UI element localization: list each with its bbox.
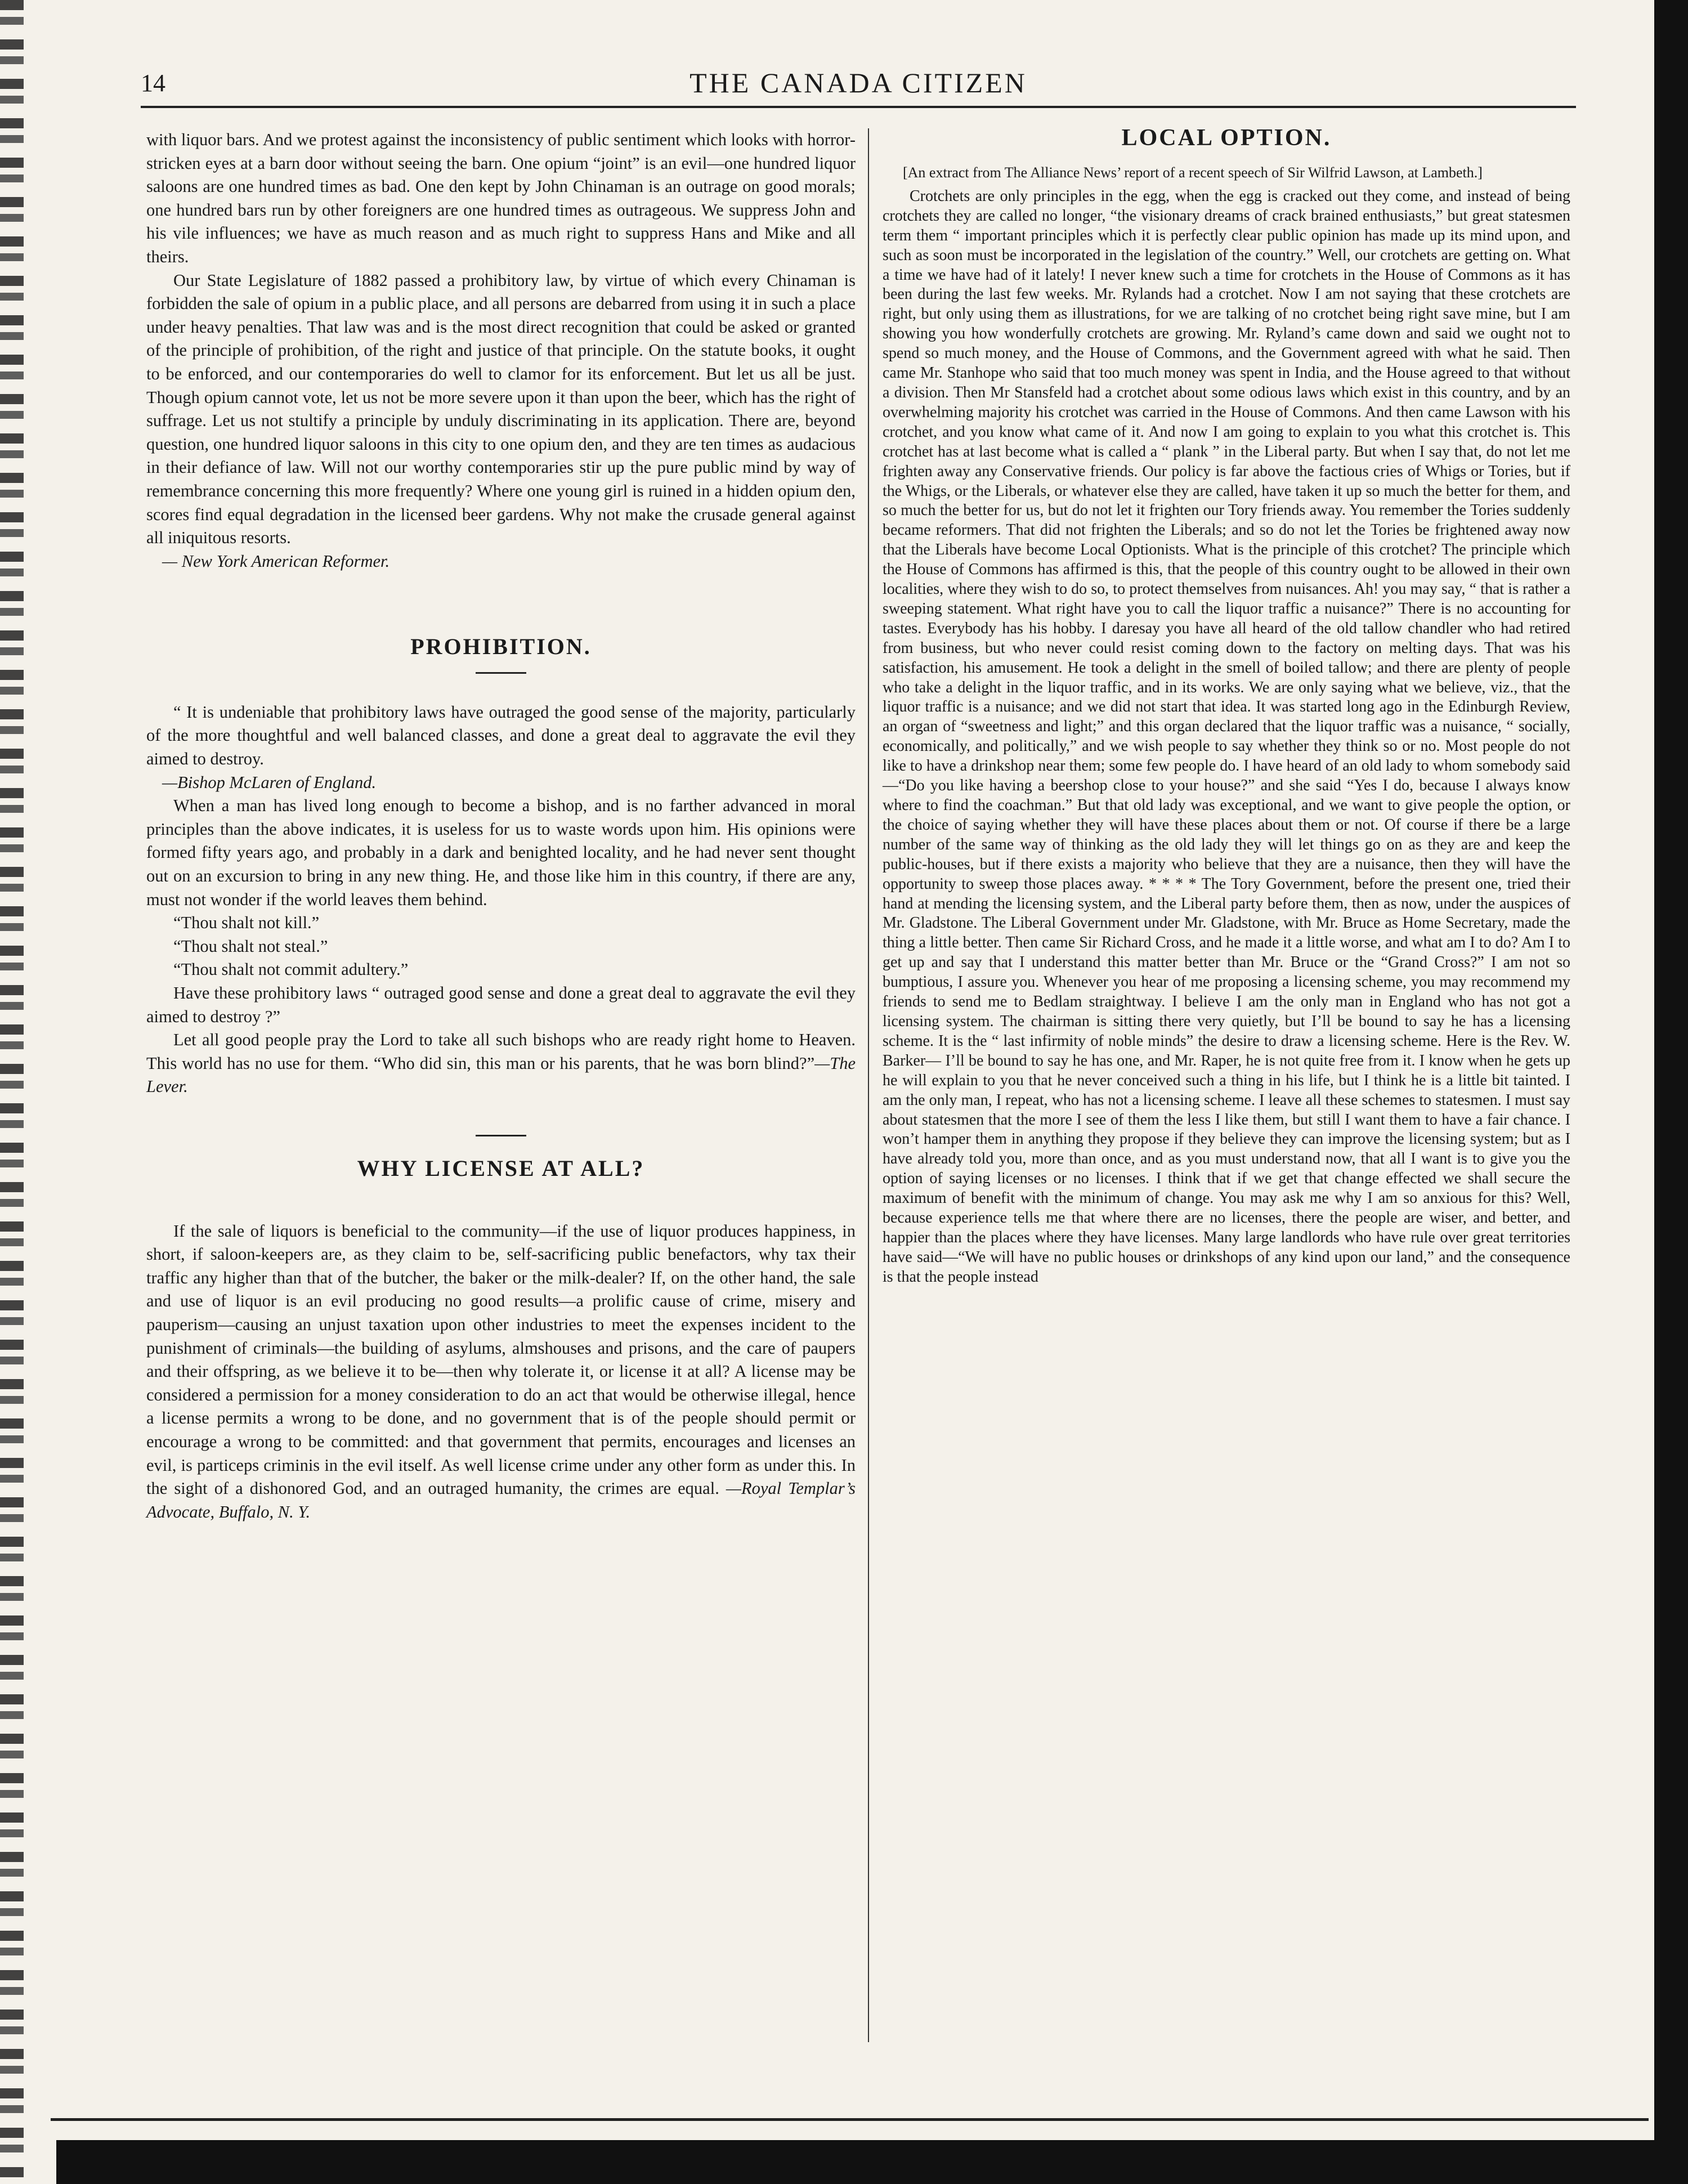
prohibition-paragraph	[146, 1028, 856, 1099]
prohibition-title: PROHIBITION.	[410, 634, 592, 660]
title-rule	[476, 672, 526, 674]
why-license-title: WHY LICENSE AT ALL?	[357, 1155, 645, 1181]
prohibition-paragraph: Have these prohibitory laws “ outraged good sense and done a great deal to aggravate the evil they aimed to destroy ?”	[146, 983, 856, 1026]
prohibition-paragraph: When a man has lived long enough to become a bishop, and is no farther advanced in moral principles than the above indicates, it is useless for us to waste words upon him. His opinions were formed fifty years ago, and probably in a dark and benighted locality, and he had never sent thought out on an excursion to bring in any new thing. He, and those like him in this country, if there are any, must not wonder if the world leaves them behind.	[146, 796, 856, 909]
prohibition-closing-source: —The Lever.	[146, 1053, 856, 1097]
title-rule	[476, 1135, 526, 1136]
local-option-title: LOCAL OPTION.	[1121, 125, 1332, 151]
bottom-rule	[51, 2118, 1649, 2121]
masthead-title: THE CANADA CITIZEN	[689, 67, 1027, 99]
continuation-paragraph: with liquor bars. And we protest against the inconsistency of public sentiment which looks with horror-stricken eyes at a barn door without seeing the barn. One opium “joint” is an evil—one hundred liquor saloons are one hundred times as bad. One den kept by John Chinaman is an outrage on good morals; one hundred bars run by other foreigners are one hundred times as outrageous. We suppress John and his vile influences; we have as much reason and as much right to suppress Hans and Mike and all theirs.	[146, 130, 856, 266]
commandment-line: “Thou shalt not kill.”	[173, 913, 320, 933]
why-license-paragraph	[146, 1220, 856, 1524]
scan-dark-margin-bottom	[56, 2140, 1654, 2184]
page-number: 14	[141, 69, 165, 97]
bishop-quote: “ It is undeniable that prohibitory laws have outraged the good sense of the majority, particularly of the more thoughtful and well balanced classes, and done a great deal to aggravate the evil they aimed to destroy.	[146, 702, 856, 769]
why-license-body: If the sale of liquors is beneficial to the community—if the use of liquor produces happiness, in short, if saloon-keepers are, as they claim to be, self-sacrificing public benefactors, why tax their traffic any higher than that of the butcher, the baker or the milk-dealer? If, on the other hand, the sale and use of liquor is an evil producing no good results—a prolific cause of crime, misery and pauperism—causing an unjust taxation upon other industries to meet the expenses incident to the punishment of criminals—the building of asylums, almshouses and prisons, and the care of paupers and their offspring, as we believe it to be—then why tolerate it, or license it at all? A license may be considered a permission for a money consideration to do an act that would be otherwise illegal, hence a license permits a wrong to be done, and no government that is of the people should permit or encourage a wrong to be committed: and that government that permits, encourages and licenses an evil, is particeps criminis in the evil itself. As well license crime under any other form as under this. In the sight of a dishonored God, and an outraged humanity, the crimes are equal.	[146, 1221, 856, 1498]
prohibition-closing-text: Let all good people pray the Lord to take all such bishops who are ready right home to Heaven. This world has no use for them. “Who did sin, this man or his parents, that he was born blind?”	[146, 1030, 856, 1073]
local-option-body: Crotchets are only principles in the egg, when the egg is cracked out they come, and instead of being crotchets they are called no longer, “the visionary dreams of crack brained enthusiasts,” but great statesmen term them “ important principles which it is perfectly clear public opinion has made up its mind upon, and such as soon must be incorporated in the legislation of the country.” Well, our crotchets are getting on. What a time we have had of it lately! I never knew such a time for crotchets in the House of Commons as it has been during the last few weeks. Mr. Rylands had a crotchet. Now I am not saying that these crotchets are right, but only using them as illustrations, for we are talking of no crotchet being right save mine, but I am showing you how wonderfully crotchets are growing. Mr. Ryland’s came down and said we ought not to spend so much money, and the House of Commons, and the Government agreed with what he said. Then came Mr. Stanhope who said that too much money was spent in India, and the House agreed to that without a division. Then Mr Stansfeld had a crotchet about some odious laws which exist in this country, and by an overwhelming majority his crotchet was carried in the House of Commons. And then came Lawson with his crotchet, and you know what came of it. And now I am going to explain to you what this crotchet is. This crotchet has at last become what is called a “ plank ” in the Liberal party. But when I say that, do not let me frighten away any Conservative friends. Our policy is far above the factious cries of Whigs or Tories, but if the Whigs, or the Liberals, or whatever else they are called, have taken it up so much the better for them, and so much the better for us, but do not let it frighten our Tory friends away. You remember the Tories suddenly became reformers. That did not frighten the Liberals; and so do not let the Tories be frightened away now that the Liberals have become Local Optionists. What is the principle of this crotchet? The principle which the House of Commons has affirmed is this, that the people of this country ought to be allowed in their own localities, where they wish to do so, to protect themselves from nuisances. Ah! you may say, “ that is rather a sweeping statement. What right have you to call the liquor traffic a nuisance?” There is no accounting for tastes. Everybody has his hobby. I daresay you have all heard of the old tallow chandler who had retired from business, but who never could resist coming down to the factory on melting days. That was his satisfaction, his amusement. He took a delight in the smell of boiled tallow; and there are plenty of people who take a delight in the liquor traffic, and in its works. We are only saying what we believe, viz., that the liquor traffic is a nuisance; and we did not start that idea. It was started long ago in the Edinburgh Review, an organ of “sweetness and light;” and this organ declared that the liquor traffic was a nuisance, “ socially, economically, and politically,” and we wish people to say whether they think so or no. Most people do not like to have a drinkshop near them; some few people do. I have heard of an old lady to whom somebody said—“Do you like having a beershop close to your house?” and she said “Yes I do, because I always know where to find the coachman.” But that old lady was exceptional, and we want to give people the option, or the choice of saying whether they will have these places about them or not. Of course if there be a large number of the same way of thinking as the old lady they will let things go on as they are and keep the public-houses, but if there exists a majority who believe that they are a nuisance, then they will have the opportunity to sweep those places away. * * * * The Tory Government, before the present one, tried their hand at mending the licensing system, and the Liberal party before them, then as now, under the auspices of Mr. Gladstone. The Liberal Government under Mr. Gladstone, with Mr. Bruce as Home Secretary, made the thing a little better. Then came Sir Richard Cross, and he made it a little worse, and what am I to do? Am I to get up and say that I understand this matter better than Mr. Bruce or the “Grand Cross?” I am not so bumptious, I assure you. Whenever you hear of me proposing a licensing scheme, you may recommend my friends to send me to Bedlam straightway. I believe I am the only man in England who has not got a licensing system. The chairman is sitting there very quietly, but I’ll be bound to say he has a licensing scheme. It is the “ last infirmity of noble minds” the desire to draw a licensing scheme. Here is the Rev. W. Barker— I’ll be bound to say he has one, and Mr. Raper, he is not quite free from it. I know when he gets up he will explain to you that he never conceived such a thing in his life, but I think he is a little bit tainted. I am the only man, I repeat, who has not a licensing scheme. I leave all these schemes to statesmen. I must say about statesmen that the more I see of them the less I like them, but still I want them to have a fair chance. I won’t hamper them in anything they propose if they believe they can improve the licensing system; but as I have already told you, more than once, and as you must understand now, that all I want is to give you the option of saying licenses or no licenses. I think that if we get that change effected we shall secure the maximum of benefit with the minimum of change. You may ask me why I am so anxious for this? Well, because experience tells me that where there are no licenses, there the people are wiser, and better, and happier than the places where they have licenses. Many large landlords who have rule over great territories have said—“We will have no public houses or drinkshops of any kind upon our land,” and the consequence is that the people instead	[883, 187, 1570, 1286]
continuation-source: — New York American Reformer.	[162, 551, 390, 571]
commandment-line: “Thou shalt not commit adultery.”	[173, 960, 409, 979]
left-column	[146, 128, 856, 1524]
bishop-quote-source: —Bishop McLaren of England.	[162, 772, 377, 792]
right-column	[883, 125, 1570, 1287]
page-header	[141, 66, 1576, 100]
why-license-source: —Royal Templar’s Advocate, Buffalo, N. Y.	[146, 1479, 856, 1521]
header-rule	[141, 106, 1576, 108]
commandment-line: “Thou shalt not steal.”	[173, 936, 328, 956]
continuation-paragraph: Our State Legislature of 1882 passed a prohibitory law, by virtue of which every Chinaman is forbidden the sale of opium in a public place, and all persons are debarred from using it in such a place under heavy penalties. That law was and is the most direct recognition that could be asked or granted of the principle of prohibition, of the right and justice of that principle. On the statute books, it ought to be enforced, and our contemporaries do well to clamor for its enforcement. But let us all be just. Though opium cannot vote, let us not be more severe upon it than upon the beer, which has the right of suffrage. Let us not stultify a principle by unduly discriminating in its application. There are, beyond question, one hundred liquor saloons in this city to one opium den, and they are ten times as audacious in their defiance of law. Will not our worthy contemporaries stir up the pure public mind by way of remembrance concerning this more frequently? Where one young girl is ruined in a hidden opium den, scores find equal degradation in the licensed beer gardens. Why not make the crusade general against all iniquitous resorts.	[146, 270, 856, 548]
column-divider	[868, 128, 869, 2042]
scan-dark-margin-right	[1654, 0, 1688, 2184]
local-option-intro: [An extract from The Alliance News’ report of a recent speech of Sir Wilfrid Lawson, at Lambeth.]	[903, 164, 1483, 181]
scan-binding-edge	[0, 0, 24, 2184]
